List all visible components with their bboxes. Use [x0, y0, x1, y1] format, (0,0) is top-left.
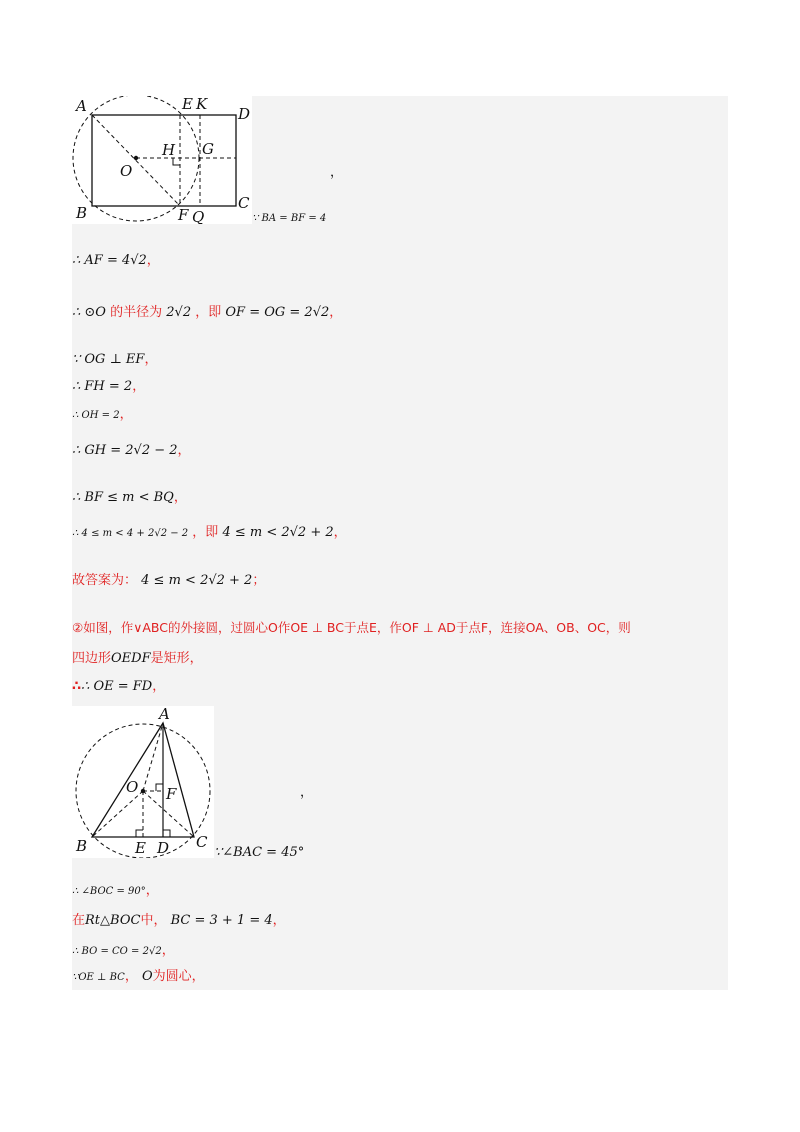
label-f: F: [178, 206, 189, 224]
label-g: G: [202, 140, 214, 158]
label-e: E: [182, 96, 193, 113]
math-answer: 4 ≤ m < 2√2 + 2: [141, 573, 253, 588]
line-bac-45: ∵∠BAC = 45°: [214, 845, 305, 860]
math-gh: ∴ GH = 2√2 − 2: [72, 443, 178, 458]
line-oe-perp-bc: [72, 970, 205, 983]
text-quadrilateral: 四边形: [72, 651, 112, 666]
label-a-2: A: [159, 706, 170, 723]
text-answer: 故答案为：: [72, 573, 138, 588]
comma: ，: [145, 883, 159, 898]
math-bc: BC = 3 + 1 = 4: [170, 913, 273, 928]
comma: ，: [173, 490, 187, 505]
figure-rectangle-circle: [72, 96, 252, 224]
therefore-symbol: ∴: [72, 679, 82, 694]
math-range-a: ∴ 4 ≤ m < 4 + 2√2 − 2: [72, 528, 189, 539]
comma: ，: [132, 379, 146, 394]
math-oe-fd: ∴ OE = FD: [81, 679, 153, 694]
line-oe-fd: [72, 680, 165, 693]
line-bf-m-bq: [72, 491, 187, 504]
label-a: A: [76, 97, 87, 115]
comma-after-figure2: ，: [300, 785, 314, 800]
segment-ob: [92, 791, 143, 837]
rectangle-abcd: [92, 115, 236, 206]
line-range: [72, 526, 347, 539]
right-angle-h: [173, 158, 180, 165]
text-middle: 中，: [140, 913, 167, 928]
comma: ，: [272, 913, 286, 928]
figure-triangle-circle-svg: [72, 706, 214, 858]
label-d: D: [238, 105, 251, 123]
math-boc-90: ∴ ∠BOC = 90°: [72, 886, 146, 897]
math-oe-perp-bc: ∵OE ⊥ BC: [72, 972, 125, 983]
math-o: O: [141, 969, 153, 984]
comma: ，: [124, 969, 138, 984]
math-rt-boc: Rt△BOC: [85, 913, 141, 928]
math-bo-co: ∴ BO = CO = 2√2: [72, 946, 162, 957]
label-b-2: B: [76, 837, 88, 855]
line-ba-bf: ∵ BA = BF = 4: [252, 213, 327, 224]
figure-rectangle-circle-svg: [72, 96, 252, 224]
text-ie-2: ，即: [192, 525, 219, 540]
center-o: [134, 156, 138, 160]
label-d-2: D: [157, 839, 170, 857]
line-boc-90: [72, 884, 159, 897]
center-o-2: [141, 789, 145, 793]
line-fh: [72, 380, 145, 393]
text-is-center: 为圆心，: [152, 969, 205, 984]
label-h: H: [162, 141, 176, 159]
right-angle-e: [136, 830, 143, 837]
label-o: O: [120, 162, 133, 180]
label-k: K: [196, 96, 208, 113]
comma: ，: [146, 253, 160, 268]
math-range-b: 4 ≤ m < 2√2 + 2: [222, 525, 334, 540]
label-e-2: E: [135, 839, 146, 857]
line-radius: [72, 306, 342, 319]
math-circle-o: ∴ ⊙O: [72, 305, 106, 320]
math-og-perp-ef: ∵ OG ⊥ EF: [72, 352, 145, 367]
line-rt-boc: [72, 914, 286, 927]
line-part2-1: ②如图，作∨ABC的外接圆，过圆心O作OE ⊥ BC于点E，作OF ⊥ AD于点F，连接OA、OB、OC，则: [72, 620, 631, 635]
label-q: Q: [192, 208, 205, 224]
comma: ，: [333, 525, 347, 540]
text-in: 在: [72, 913, 86, 928]
math-oedf: OEDF: [111, 651, 151, 666]
segment-af: [92, 115, 180, 206]
line-gh: [72, 444, 191, 457]
figure-triangle-circle: [72, 706, 214, 858]
label-o-2: O: [126, 778, 139, 796]
text-ie: ，即: [195, 305, 222, 320]
comma-after-figure1: ，: [330, 165, 344, 180]
comma: ，: [119, 407, 133, 422]
comma: ，: [161, 943, 175, 958]
label-c: C: [238, 194, 250, 212]
math-af: ∴ AF = 4√2: [72, 253, 147, 268]
label-b: B: [76, 204, 88, 222]
line-answer: [72, 574, 265, 587]
line-oh: [72, 408, 133, 421]
math-oh: ∴ OH = 2: [72, 410, 120, 421]
math-bf-m-bq: ∴ BF ≤ m < BQ: [72, 490, 174, 505]
line-part2-2: [72, 652, 203, 665]
solution-page: [72, 96, 728, 990]
label-f-2: F: [166, 785, 177, 803]
math-of-og: OF = OG = 2√2: [225, 305, 330, 320]
comma: ，: [329, 305, 343, 320]
line-af: [72, 254, 160, 267]
text-is-rectangle: 是矩形，: [150, 651, 203, 666]
math-fh: ∴ FH = 2: [72, 379, 133, 394]
comma: ，: [177, 443, 191, 458]
right-angle-d: [163, 830, 170, 837]
line-bo-co: [72, 944, 175, 957]
comma: ，: [144, 352, 158, 367]
math-radius-value: 2√2: [166, 305, 192, 320]
comma: ，: [152, 679, 166, 694]
right-angle-f: [156, 784, 163, 791]
line-og-perp-ef: [72, 353, 157, 366]
label-c-2: C: [196, 833, 208, 851]
semicolon: ；: [252, 573, 266, 588]
text-radius: 的半径为: [110, 305, 163, 320]
segment-oa: [143, 723, 163, 791]
